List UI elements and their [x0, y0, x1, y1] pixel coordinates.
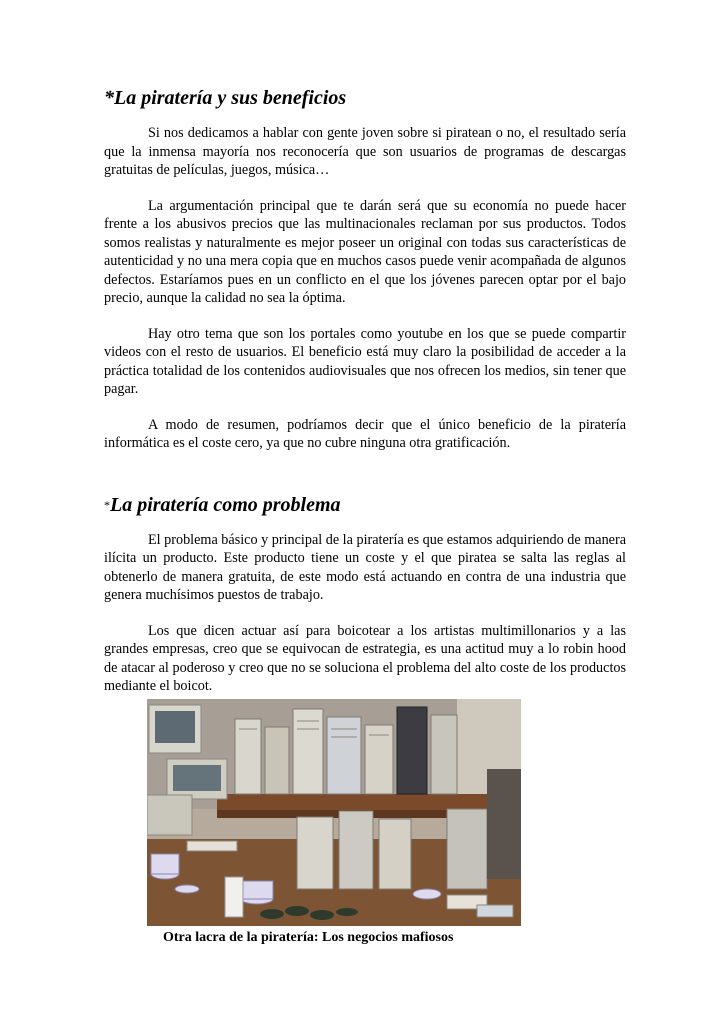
paragraph: El problema básico y principal de la piratería es que estamos adquiriendo de manera ilícita un producto. Este producto tiene un coste y el que piratea se salta las reglas al obtenerlo de manera gratuita, de este modo está actuando en contra de una industria que genera muchísimos puestos de trabajo.	[104, 531, 626, 603]
piracy-workshop-photo	[147, 699, 521, 926]
paragraph: A modo de resumen, podríamos decir que el único beneficio de la piratería informática es el coste cero, ya que no cubre ninguna otra gratificación.	[104, 416, 626, 451]
section-heading-problema: *La piratería como problema	[104, 493, 341, 516]
paragraph: La argumentación principal que te darán será que su economía no puede hacer frente a los abusivos precios que las multinacionales reclaman por sus productos. Todos somos realistas y naturalmente es mejor poseer un original con todas sus características de autenticidad y no una mera copia que en muchos casos puede venir acompañada de algunos defectos. Estaríamos pues en un conflicto en el que los jóvenes parecen optar por el bajo precio, aunque la calidad no sea la óptima.	[104, 197, 626, 306]
paragraph: Los que dicen actuar así para boicotear a los artistas multimillonarios y a las grandes empresas, creo que se equivocan de estrategia, es una actitud muy a lo robin hood de atacar al poderoso y creo que no se soluciona el problema del alto coste de los productos mediante el boicot.	[104, 622, 626, 694]
section-heading-beneficios: *La piratería y sus beneficios	[104, 87, 347, 109]
figure-caption: Otra lacra de la piratería: Los negocios mafiosos	[163, 930, 454, 945]
document-content	[104, 86, 626, 713]
photo-illustration	[147, 699, 521, 926]
paragraph: Hay otro tema que son los portales como youtube en los que se puede compartir videos con el resto de usuarios. El beneficio está muy claro la posibilidad de acceder a la práctica totalidad de los contenidos audiovisuales que nos ofrecen los medios, sin tener que pagar.	[104, 325, 626, 397]
paragraph: Si nos dedicamos a hablar con gente joven sobre si piratean o no, el resultado sería que la inmensa mayoría nos reconocería que son usuarios de programas de descargas gratuitas de películas, juegos, música…	[104, 125, 626, 178]
